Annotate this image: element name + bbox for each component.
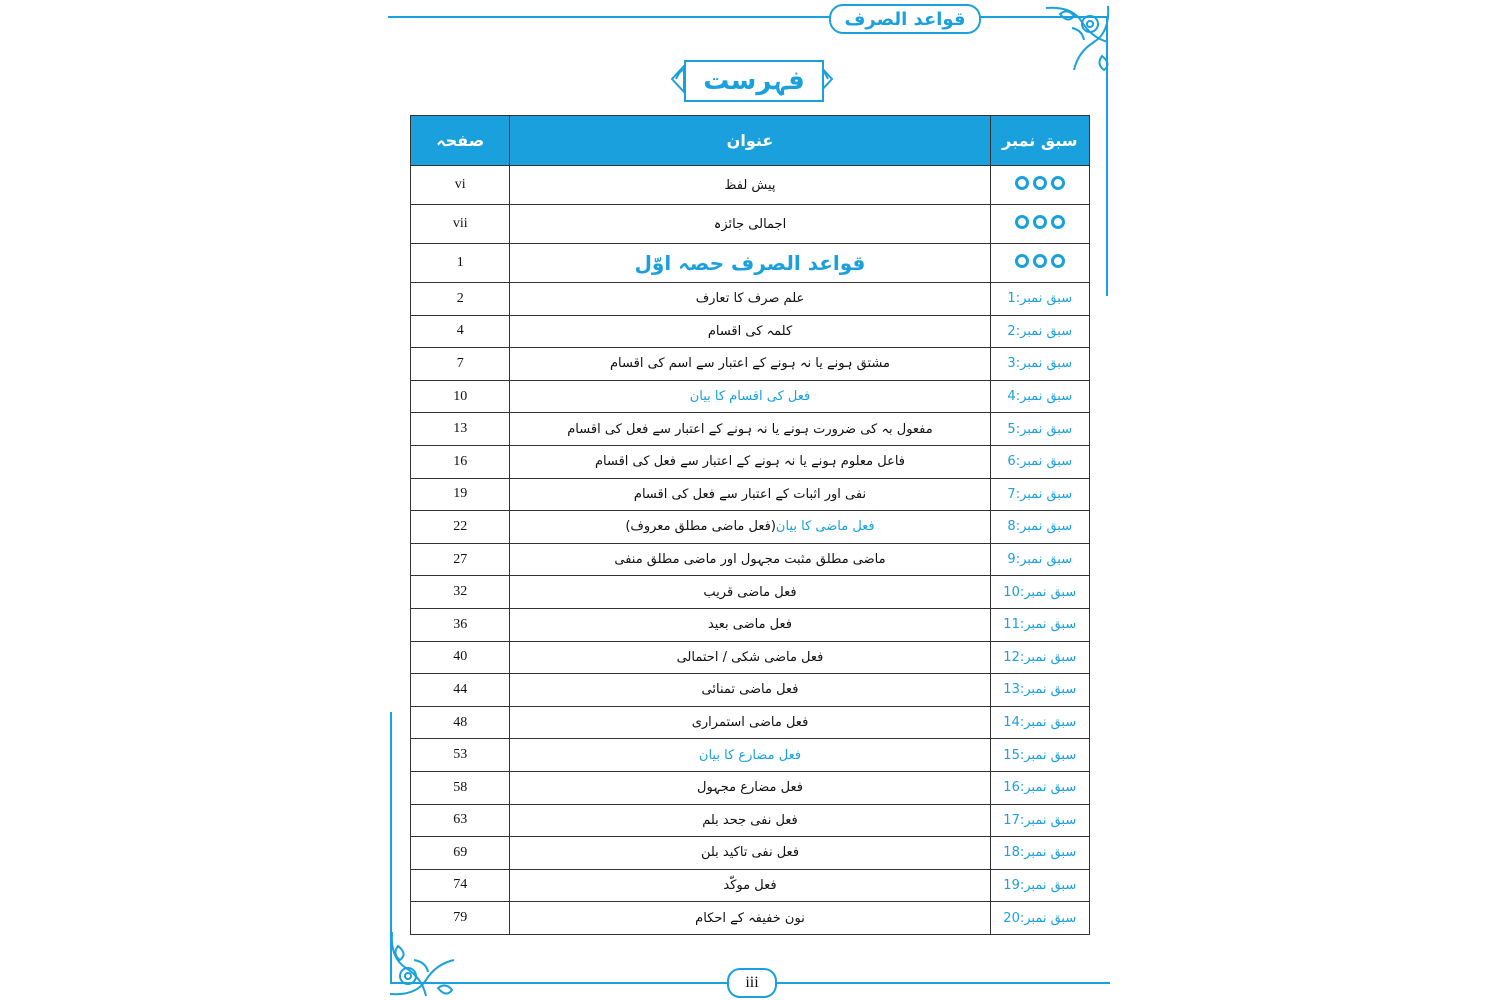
page-cell: 74 [411,869,510,902]
page-cell: vii [411,205,510,244]
title-cell: اجمالی جائزہ [510,205,990,244]
title-cell: ماضی مطلق مثبت مجہول اور ماضی مطلق منفی [510,543,990,576]
ring-icon [1015,176,1029,190]
lesson-cell: سبق نمبر:15 [990,739,1089,772]
lesson-cell: سبق نمبر:5 [990,413,1089,446]
table-row [411,739,1090,772]
title-cell: فعل ماضی بعید [510,608,990,641]
lesson-cell: سبق نمبر:1 [990,283,1089,316]
title-cell: فعل نفی تاکید بلن [510,837,990,870]
lesson-cell: سبق نمبر:17 [990,804,1089,837]
table-row [411,804,1090,837]
contents-table [410,115,1090,935]
index-title-frame [670,56,834,102]
table-row [411,608,1090,641]
lesson-cell: سبق نمبر:9 [990,543,1089,576]
lesson-cell: سبق نمبر:20 [990,902,1089,935]
lesson-cell: سبق نمبر:10 [990,576,1089,609]
table-row [411,348,1090,381]
page-cell: 2 [411,283,510,316]
title-cell: فعل مضارع کا بیان [510,739,990,772]
table-header-row [411,116,1090,166]
ornament-dots-icon [1015,254,1065,268]
page-cell: 4 [411,315,510,348]
title-cell: فعل مضارع مجہول [510,771,990,804]
title-cell: مشتق ہونے یا نہ ہونے کے اعتبار سے اسم کی اقسام [510,348,990,381]
page-cell: 27 [411,543,510,576]
lesson-cell: سبق نمبر:14 [990,706,1089,739]
page-cell: 69 [411,837,510,870]
page-cell: 44 [411,674,510,707]
page-cell: 40 [411,641,510,674]
title-suffix-text: (فعل ماضی مطلق معروف) [625,519,776,535]
table-row [411,445,1090,478]
top-border-line [388,16,1108,18]
page-cell: 19 [411,478,510,511]
page-cell: 22 [411,511,510,544]
title-cell: فاعل معلوم ہونے یا نہ ہونے کے اعتبار سے فعل کی اقسام [510,445,990,478]
lesson-cell: سبق نمبر:8 [990,511,1089,544]
table-row [411,706,1090,739]
title-cell: کلمہ کی اقسام [510,315,990,348]
table-row [411,244,1090,283]
title-column-header: عنوان [510,116,990,166]
title-cell: فعل نفی جحد بلم [510,804,990,837]
lesson-cell: سبق نمبر:16 [990,771,1089,804]
title-cell: علم صرف کا تعارف [510,283,990,316]
top-right-ornament [1042,2,1114,74]
title-cell: فعل ماضی شکی / احتمالی [510,641,990,674]
ring-icon [1033,215,1047,229]
table-row [411,380,1090,413]
lesson-cell [990,244,1089,283]
title-cell: مفعول بہ کی ضرورت ہونے یا نہ ہونے کے اعتبار سے فعل کی اقسام [510,413,990,446]
title-cell: نفی اور اثبات کے اعتبار سے فعل کی اقسام [510,478,990,511]
page-column-header: صفحہ [411,116,510,166]
table-row [411,543,1090,576]
page-cell: 79 [411,902,510,935]
table-row [411,315,1090,348]
page-cell: 1 [411,244,510,283]
page-cell: 63 [411,804,510,837]
page-cell: 32 [411,576,510,609]
table-row [411,641,1090,674]
lesson-column-header: سبق نمبر [990,116,1089,166]
lesson-cell: سبق نمبر:7 [990,478,1089,511]
ring-icon [1051,176,1065,190]
table-row [411,869,1090,902]
lesson-cell [990,166,1089,205]
page-number: iii [727,968,777,998]
lesson-cell: سبق نمبر:4 [990,380,1089,413]
page-cell: 7 [411,348,510,381]
page-cell: 16 [411,445,510,478]
title-cell: قواعد الصرف حصہ اوّل [510,244,990,283]
page-cell: 10 [411,380,510,413]
title-cell: فعل ماضی قریب [510,576,990,609]
ring-icon [1033,254,1047,268]
table-row [411,166,1090,205]
table-row [411,283,1090,316]
table-row [411,511,1090,544]
table-row [411,674,1090,707]
lesson-cell: سبق نمبر:12 [990,641,1089,674]
ring-icon [1051,215,1065,229]
lesson-cell: سبق نمبر:13 [990,674,1089,707]
table-row [411,902,1090,935]
table-row [411,478,1090,511]
title-cell: پیش لفظ [510,166,990,205]
title-text: فعل ماضی کا بیان [775,519,875,535]
page-cell: vi [411,166,510,205]
ring-icon [1051,254,1065,268]
ornament-dots-icon [1015,176,1065,190]
lesson-cell: سبق نمبر:19 [990,869,1089,902]
book-title: قواعد الصرف [829,4,981,34]
page-cell: 58 [411,771,510,804]
bottom-left-ornament [386,928,458,1000]
lesson-cell [990,205,1089,244]
page-cell: 13 [411,413,510,446]
contents-table-body [411,166,1090,935]
title-cell: فعل ماضی استمراری [510,706,990,739]
page-cell: 53 [411,739,510,772]
page-cell: 36 [411,608,510,641]
ornament-dots-icon [1015,215,1065,229]
title-cell: فعل ماضی تمنائی [510,674,990,707]
ring-icon [1033,176,1047,190]
lesson-cell: سبق نمبر:18 [990,837,1089,870]
title-cell: نون خفیفہ کے احکام [510,902,990,935]
table-row [411,771,1090,804]
lesson-cell: سبق نمبر:11 [990,608,1089,641]
title-cell: فعل کی اقسام کا بیان [510,380,990,413]
table-row [411,837,1090,870]
lesson-cell: سبق نمبر:6 [990,445,1089,478]
table-row [411,576,1090,609]
title-cell [510,511,990,544]
title-cell: فعل موکّد [510,869,990,902]
index-title: فہرست [684,60,824,102]
lesson-cell: سبق نمبر:3 [990,348,1089,381]
page-cell: 48 [411,706,510,739]
table-row [411,413,1090,446]
ring-icon [1015,215,1029,229]
table-row [411,205,1090,244]
lesson-cell: سبق نمبر:2 [990,315,1089,348]
ring-icon [1015,254,1029,268]
